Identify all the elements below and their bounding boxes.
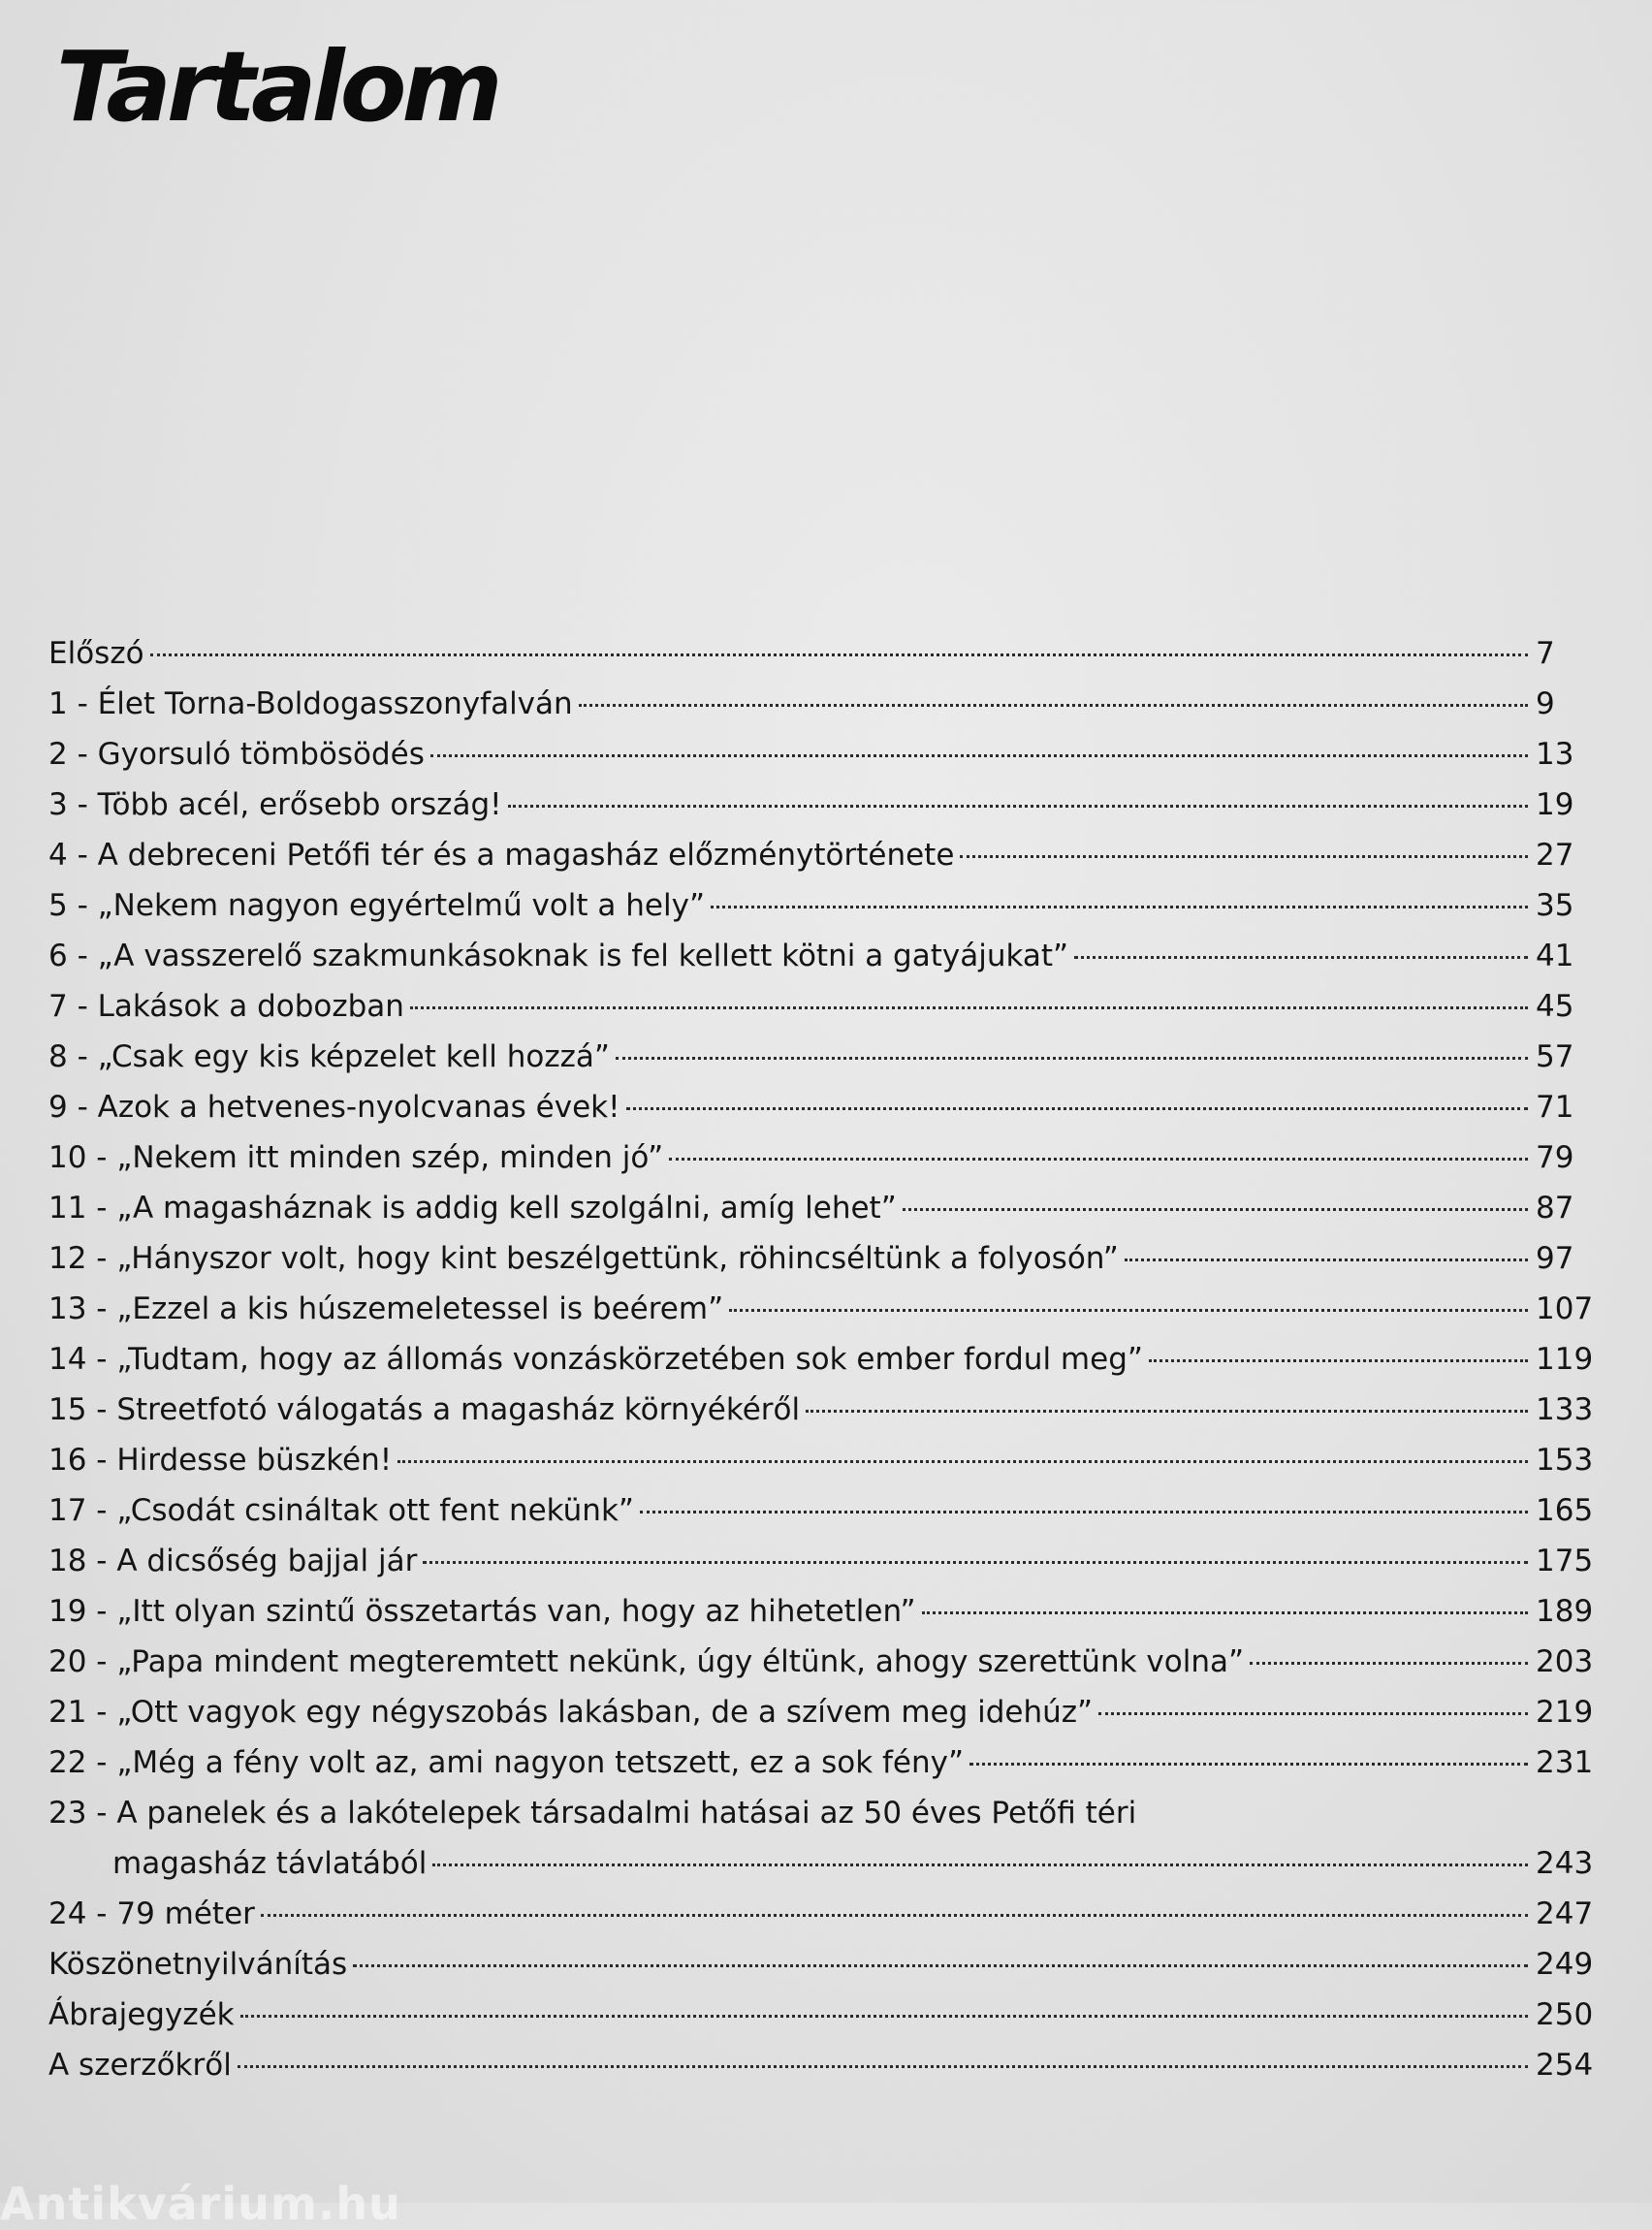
toc-page-number: 133 <box>1536 1392 1594 1427</box>
toc-entry-row <box>48 1485 1607 1536</box>
toc-entry-row <box>48 780 1607 830</box>
dot-leader <box>238 2065 1528 2068</box>
toc-entry-title: 6 - „A vasszerelő szakmunkásoknak is fel kellett kötni a gatyájukat” <box>48 939 1069 973</box>
toc-entry[interactable] <box>48 1485 1607 1536</box>
toc-entry-title: 17 - „Csodát csináltak ott fent nekünk” <box>48 1493 634 1528</box>
toc-entry-title: 5 - „Nekem nagyon egyértelmű volt a hely” <box>48 888 706 923</box>
toc-entry-row <box>48 830 1607 880</box>
dot-leader <box>711 906 1528 908</box>
toc-page-number: 247 <box>1536 1896 1594 1931</box>
toc-entry[interactable] <box>48 830 1607 880</box>
dot-leader <box>1074 956 1528 959</box>
toc-entry[interactable] <box>48 1132 1607 1183</box>
toc-entry-row <box>48 1385 1607 1435</box>
toc-entry[interactable] <box>48 1082 1607 1132</box>
toc-entry-row <box>48 1334 1607 1385</box>
dot-leader <box>410 1006 1528 1009</box>
dot-leader <box>1149 1359 1528 1362</box>
toc-entry[interactable] <box>48 780 1607 830</box>
toc-entry[interactable] <box>48 1687 1607 1737</box>
toc-entry[interactable] <box>48 1233 1607 1284</box>
toc-entry[interactable] <box>48 1435 1607 1485</box>
toc-entry-title: 18 - A dicsőség bajjal jár <box>48 1544 418 1578</box>
toc-entry-title: 7 - Lakások a dobozban <box>48 989 404 1024</box>
toc-entry-title: Ábrajegyzék <box>48 1997 235 2032</box>
toc-entry[interactable] <box>48 1939 1607 1990</box>
toc-entry-title: 8 - „Csak egy kis képzelet kell hozzá” <box>48 1039 610 1074</box>
toc-entry-row <box>48 1032 1607 1082</box>
toc-entry-row <box>48 1233 1607 1284</box>
toc-page-number: 97 <box>1536 1241 1574 1276</box>
toc-entry[interactable] <box>48 1637 1607 1687</box>
toc-entry-row <box>48 981 1607 1032</box>
dot-leader <box>960 855 1528 858</box>
dot-leader <box>150 653 1528 656</box>
dot-leader <box>432 1864 1528 1866</box>
dot-leader <box>430 754 1528 757</box>
toc-entry-row <box>48 931 1607 981</box>
toc-entry-title: 1 - Élet Torna-Boldogasszonyfalván <box>48 686 573 721</box>
toc-page-number: 27 <box>1536 838 1574 873</box>
toc-entry-row <box>48 1889 1607 1939</box>
toc-entry[interactable] <box>48 981 1607 1032</box>
toc-entry-title: 13 - „Ezzel a kis húszemeletessel is beérem” <box>48 1291 724 1326</box>
toc-entry-row <box>48 1586 1607 1637</box>
dot-leader <box>922 1611 1528 1614</box>
dot-leader <box>1098 1712 1528 1715</box>
toc-page-number: 79 <box>1536 1140 1574 1175</box>
toc-entry-row <box>48 679 1607 729</box>
toc-page-number: 57 <box>1536 1039 1574 1074</box>
dot-leader <box>669 1158 1528 1161</box>
toc-entry[interactable] <box>48 1284 1607 1334</box>
toc-entry-title: 21 - „Ott vagyok egy négyszobás lakásban, de a szívem meg idehúz” <box>48 1695 1094 1730</box>
toc-entry-title: 20 - „Papa mindent megteremtett nekünk, úgy éltünk, ahogy szerettünk volna” <box>48 1644 1245 1679</box>
toc-entry-title: A szerzőkről <box>48 2048 232 2083</box>
toc-page-number: 219 <box>1536 1695 1594 1730</box>
toc-page-number: 175 <box>1536 1544 1594 1578</box>
toc-entry[interactable] <box>48 1032 1607 1082</box>
dot-leader <box>640 1511 1528 1513</box>
toc-entry[interactable] <box>48 2040 1607 2090</box>
dot-leader <box>261 1914 1528 1917</box>
toc-entry[interactable] <box>48 1334 1607 1385</box>
dot-leader <box>397 1460 1528 1463</box>
toc-entry-title: 3 - Több acél, erősebb ország! <box>48 787 502 822</box>
toc-entry[interactable] <box>48 1990 1607 2040</box>
dot-leader <box>240 2015 1528 2018</box>
toc-entry[interactable] <box>48 1889 1607 1939</box>
toc-entry-title: 10 - „Nekem itt minden szép, minden jó” <box>48 1140 664 1175</box>
toc-page-number: 249 <box>1536 1947 1594 1982</box>
toc-page-number: 41 <box>1536 939 1574 973</box>
toc-entry-row <box>48 729 1607 780</box>
toc-page-number: 153 <box>1536 1443 1594 1478</box>
dot-leader <box>423 1561 1528 1564</box>
toc-entry-row <box>48 1939 1607 1990</box>
toc-page-number: 9 <box>1536 686 1555 721</box>
toc-page-number: 45 <box>1536 989 1574 1024</box>
toc-entry-title: 23 - A panelek és a lakótelepek társadalmi hatásai az 50 éves Petőfi téri <box>48 1796 1137 1831</box>
toc-entry-row <box>48 1132 1607 1183</box>
toc-entry-row <box>48 628 1607 679</box>
toc-entry[interactable] <box>48 1737 1607 1788</box>
toc-entry-row <box>48 2040 1607 2090</box>
toc-entry-row <box>48 1082 1607 1132</box>
toc-entry[interactable] <box>48 880 1607 931</box>
dot-leader <box>729 1309 1528 1312</box>
toc-entry-title: 24 - 79 méter <box>48 1896 255 1931</box>
page-title: Tartalom <box>56 30 498 143</box>
toc-page-number: 231 <box>1536 1745 1594 1780</box>
toc-entry-title: 14 - „Tudtam, hogy az állomás vonzáskörzetében sok ember fordul meg” <box>48 1342 1143 1377</box>
toc-entry-title: 19 - „Itt olyan szintű összetartás van, hogy az hihetetlen” <box>48 1594 916 1629</box>
toc-entry-row <box>48 1737 1607 1788</box>
toc-page-number: 119 <box>1536 1342 1594 1377</box>
dot-leader <box>579 704 1528 707</box>
toc-entry[interactable] <box>48 1536 1607 1586</box>
toc-page-number: 13 <box>1536 737 1574 772</box>
toc-entry-row <box>48 1637 1607 1687</box>
toc-page-number: 254 <box>1536 2048 1594 2083</box>
toc-page-number: 87 <box>1536 1191 1574 1226</box>
toc-page-number: 243 <box>1536 1846 1594 1881</box>
toc-entry-title: 4 - A debreceni Petőfi tér és a magasház előzménytörténete <box>48 838 955 873</box>
toc-entry-title: 2 - Gyorsuló tömbösödés <box>48 737 425 772</box>
toc-page-number: 203 <box>1536 1644 1594 1679</box>
toc-entry-row <box>48 1183 1607 1233</box>
toc-entry-title-continuation: magasház távlatából <box>112 1846 428 1881</box>
toc-entry-row <box>48 1687 1607 1737</box>
dot-leader <box>806 1410 1528 1413</box>
dot-leader <box>616 1057 1528 1060</box>
watermark: Antikvárium.hu <box>0 2178 401 2230</box>
dot-leader <box>626 1107 1528 1110</box>
toc-entry-row <box>48 1435 1607 1485</box>
toc-entry-row <box>48 1536 1607 1586</box>
toc-page-number: 107 <box>1536 1291 1594 1326</box>
toc-entry-title: 15 - Streetfotó válogatás a magasház környékéről <box>48 1392 801 1427</box>
toc-entry-row <box>48 1838 1607 1889</box>
toc-entry[interactable] <box>48 729 1607 780</box>
toc-entry[interactable] <box>48 679 1607 729</box>
toc-entry[interactable] <box>48 628 1607 679</box>
toc-entry[interactable] <box>48 1385 1607 1435</box>
toc-page-number: 35 <box>1536 888 1574 923</box>
dot-leader <box>1250 1662 1528 1665</box>
dot-leader <box>969 1763 1528 1766</box>
dot-leader <box>508 805 1528 808</box>
toc-entry-title: 9 - Azok a hetvenes-nyolcvanas évek! <box>48 1090 620 1125</box>
toc-page-number: 189 <box>1536 1594 1594 1629</box>
toc-page-number: 250 <box>1536 1997 1594 2032</box>
toc-entry-title: 11 - „A magasháznak is addig kell szolgálni, amíg lehet” <box>48 1191 897 1226</box>
dot-leader <box>1125 1258 1528 1261</box>
toc-entry-row <box>48 1990 1607 2040</box>
toc-entry[interactable] <box>48 931 1607 981</box>
toc-entry-title: 22 - „Még a fény volt az, ami nagyon tetszett, ez a sok fény” <box>48 1745 965 1780</box>
toc-page-number: 165 <box>1536 1493 1594 1528</box>
dot-leader <box>353 1964 1528 1967</box>
toc-page-number: 71 <box>1536 1090 1574 1125</box>
toc-entry-title: 12 - „Hányszor volt, hogy kint beszélgettünk, röhincséltünk a folyosón” <box>48 1241 1119 1276</box>
toc-page-number: 19 <box>1536 787 1574 822</box>
toc-page-number: 7 <box>1536 636 1555 671</box>
toc-entry-title: Köszönetnyilvánítás <box>48 1947 348 1982</box>
toc-entry-row <box>48 1284 1607 1334</box>
toc-entry-title: Előszó <box>48 636 144 671</box>
toc-entry[interactable] <box>48 1586 1607 1637</box>
toc-entry-row <box>48 880 1607 931</box>
dot-leader <box>903 1208 1528 1211</box>
toc-entry[interactable] <box>48 1183 1607 1233</box>
toc-entry-title: 16 - Hirdesse büszkén! <box>48 1443 393 1478</box>
table-of-contents <box>48 628 1607 2090</box>
toc-entry[interactable] <box>48 1788 1607 1889</box>
